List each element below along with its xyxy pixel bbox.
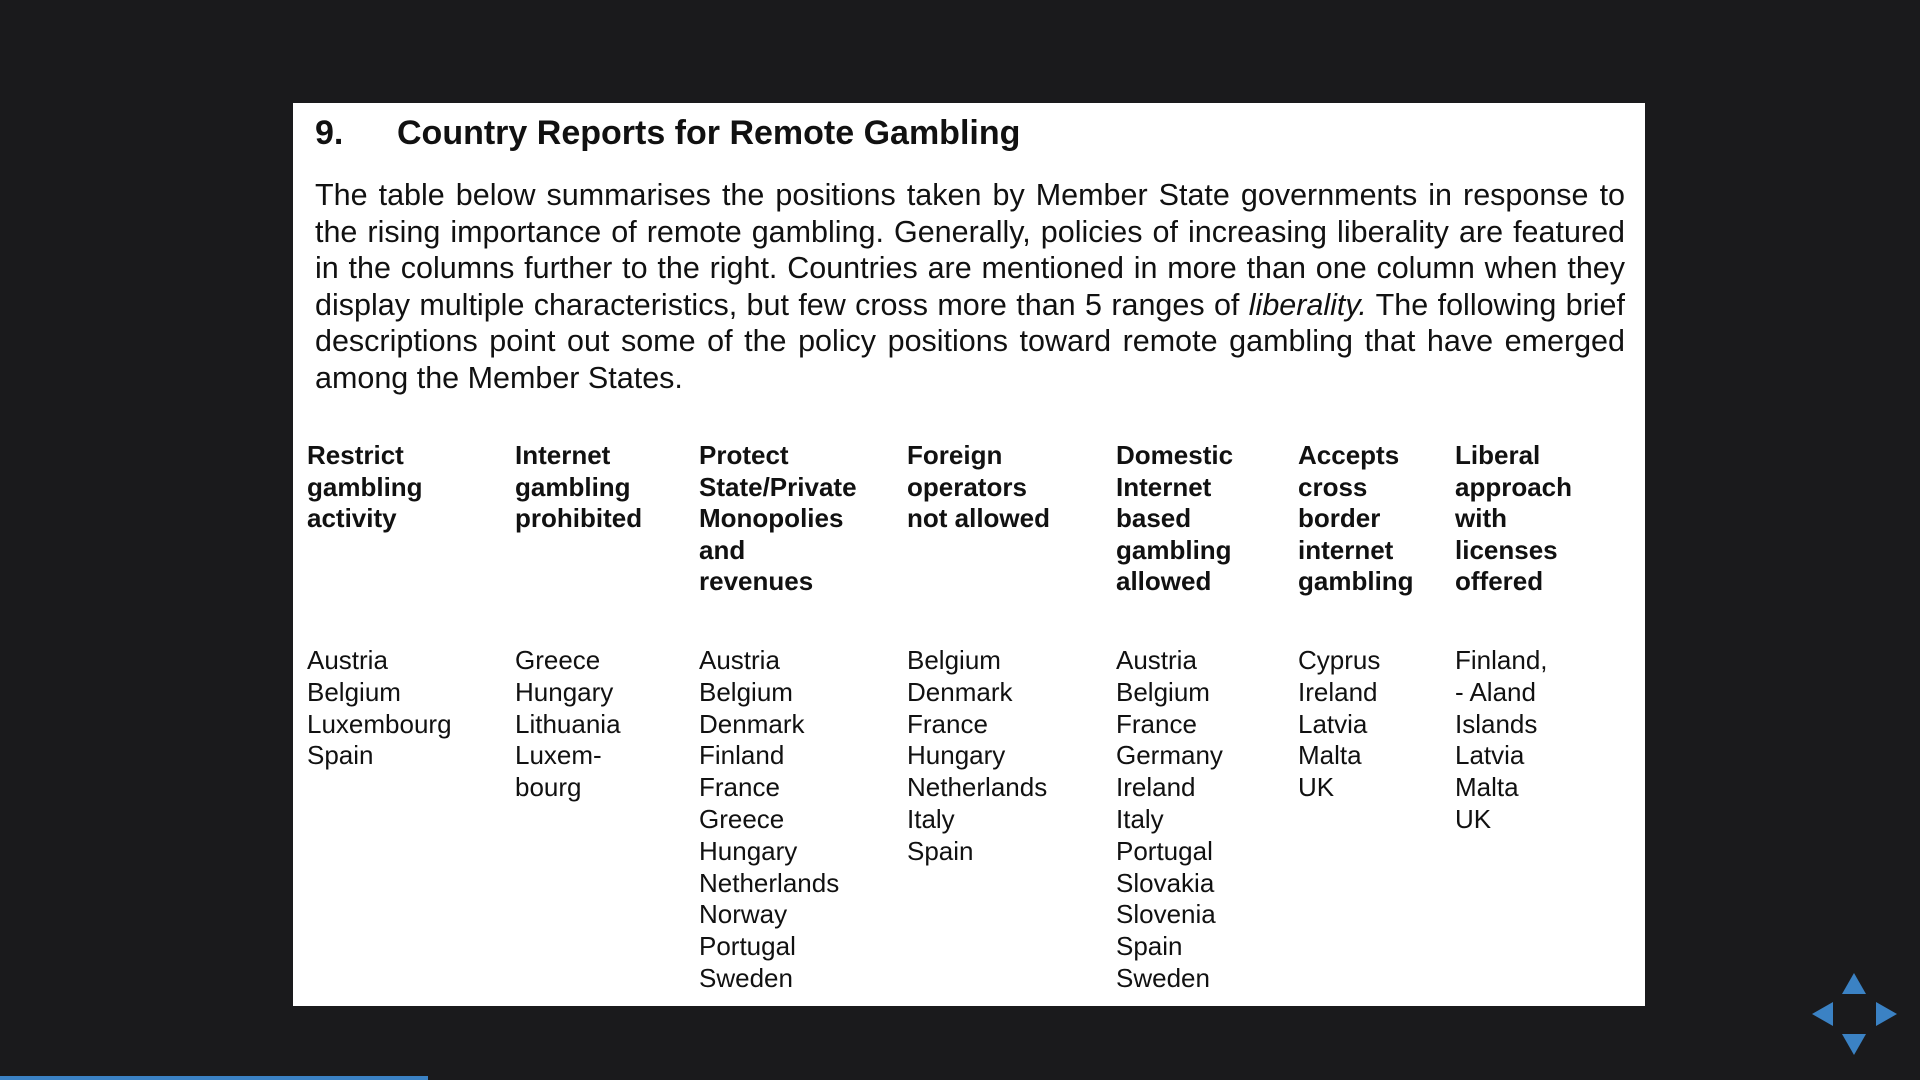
column-header-line: gambling [1116,534,1232,565]
column-header-line: Internet [515,440,611,470]
column-header-line: Domestic [1116,440,1234,470]
country-item: Germany [1116,740,1223,771]
column-header-line: Foreign [907,440,1003,470]
country-item: bourg [515,772,582,803]
column-header-line: activity [307,503,397,533]
country-list [1116,645,1233,995]
arrow-up-icon[interactable] [1842,973,1866,994]
column-header [1455,440,1572,645]
country-item: Netherlands [907,772,1048,803]
section-number: 9. [315,114,344,152]
country-item: Hungary [907,740,1006,771]
table-column [1298,440,1414,804]
column-header [1116,440,1233,645]
arrow-right-icon[interactable] [1876,1002,1897,1026]
column-header-line: based [1116,503,1192,533]
column-header-line: offered [1455,566,1544,596]
column-header-line: licenses [1455,534,1558,565]
country-item: Malta [1455,772,1519,803]
column-header [1298,440,1414,645]
country-item: Italy [907,803,955,834]
country-item: Spain [307,740,374,771]
table-column [307,440,452,772]
country-item: Hungary [699,835,798,866]
column-header-line: approach [1455,471,1573,502]
column-header-line: gambling [1298,566,1414,596]
country-item: Norway [699,899,788,930]
country-item: Ireland [1116,772,1196,803]
country-item: Belgium [907,645,1001,675]
country-item: Greece [699,803,785,834]
column-header [515,440,642,645]
section-heading [315,111,1020,155]
country-item: Luxem- [515,740,602,771]
arrow-down-icon[interactable] [1842,1034,1866,1055]
country-list [907,645,1050,868]
column-header-line: prohibited [515,503,643,533]
country-item: Sweden [699,962,793,993]
country-item: Malta [1298,740,1362,771]
country-item: Greece [515,645,601,675]
country-item: Islands [1455,708,1538,739]
country-item: Lithuania [515,708,621,739]
column-header-line: with [1455,503,1507,533]
column-header-line: gambling [515,471,631,502]
arrow-left-icon[interactable] [1812,1002,1833,1026]
column-header-line: internet [1298,534,1394,565]
country-item: UK [1455,803,1492,834]
slide [293,103,1645,1006]
column-header-line: Accepts [1298,440,1400,470]
country-item: France [1116,708,1197,739]
progress-bar [0,1076,1920,1080]
column-header-line: not allowed [907,503,1050,533]
country-item: Slovenia [1116,899,1216,930]
column-header-line: State/Private [699,471,857,502]
column-header-line: gambling [307,471,423,502]
country-item: Cyprus [1298,645,1381,675]
country-item: Luxembourg [307,708,452,739]
country-list [515,645,642,804]
intro-emphasis: liberality. [1248,287,1367,322]
intro-paragraph [315,177,1625,397]
country-item: Spain [1116,931,1183,962]
country-item: Sweden [1116,962,1210,993]
country-item: Austria [307,645,388,675]
country-item: Latvia [1298,708,1368,739]
country-item: Belgium [699,676,793,707]
column-header [907,440,1050,645]
column-header-line: allowed [1116,566,1212,596]
country-item: Spain [907,835,974,866]
country-item: - Aland [1455,676,1536,707]
table-column [1116,440,1233,995]
intro-text-part1: The table below summarises the positions taken by Member State governments in response to the rising importance of remote gambling. Generally, policies of increasing liberality are featured in the columns further to the right. Countries are mentioned in more than one column when they display multiple characteristics, but few cross more than 5 ranges of [315,178,1625,322]
intro-text-part2: The following brief descriptions point out some of the policy positions toward remote gambling that have emerged among the Member States. [315,287,1625,395]
country-list [307,645,452,772]
column-header-line: cross [1298,471,1368,502]
table-column [1455,440,1572,836]
progress-fill [0,1076,428,1080]
column-header-line: Internet [1116,471,1212,502]
table-column [907,440,1050,868]
country-item: Latvia [1455,740,1525,771]
column-header-line: operators [907,471,1027,502]
section-title: Country Reports for Remote Gambling [397,114,1021,152]
column-header-line: revenues [699,566,814,596]
country-item: Belgium [1116,676,1210,707]
country-list [1455,645,1572,836]
country-item: Austria [1116,645,1197,675]
column-header-line: Restrict [307,440,404,470]
country-item: France [907,708,988,739]
column-header-line: Monopolies [699,503,844,533]
country-item: Belgium [307,676,401,707]
country-item: Hungary [515,676,614,707]
column-header-line: Liberal [1455,440,1541,470]
country-item: Denmark [907,676,1013,707]
country-item: Netherlands [699,867,840,898]
country-list [1298,645,1414,804]
table-column [515,440,642,804]
country-item: Portugal [699,931,796,962]
column-header [307,440,452,645]
country-item: Italy [1116,803,1164,834]
country-item: Ireland [1298,676,1378,707]
country-item: France [699,772,780,803]
column-header-line: and [699,534,746,565]
country-list [699,645,857,995]
country-item: Austria [699,645,780,675]
column-header [699,440,857,645]
country-item: Portugal [1116,835,1213,866]
country-item: UK [1298,772,1335,803]
column-header-line: border [1298,503,1381,533]
country-item: Denmark [699,708,805,739]
column-header-line: Protect [699,440,789,470]
country-item: Finland, [1455,645,1548,675]
table-column [699,440,857,995]
country-item: Finland [699,740,785,771]
country-item: Slovakia [1116,867,1215,898]
